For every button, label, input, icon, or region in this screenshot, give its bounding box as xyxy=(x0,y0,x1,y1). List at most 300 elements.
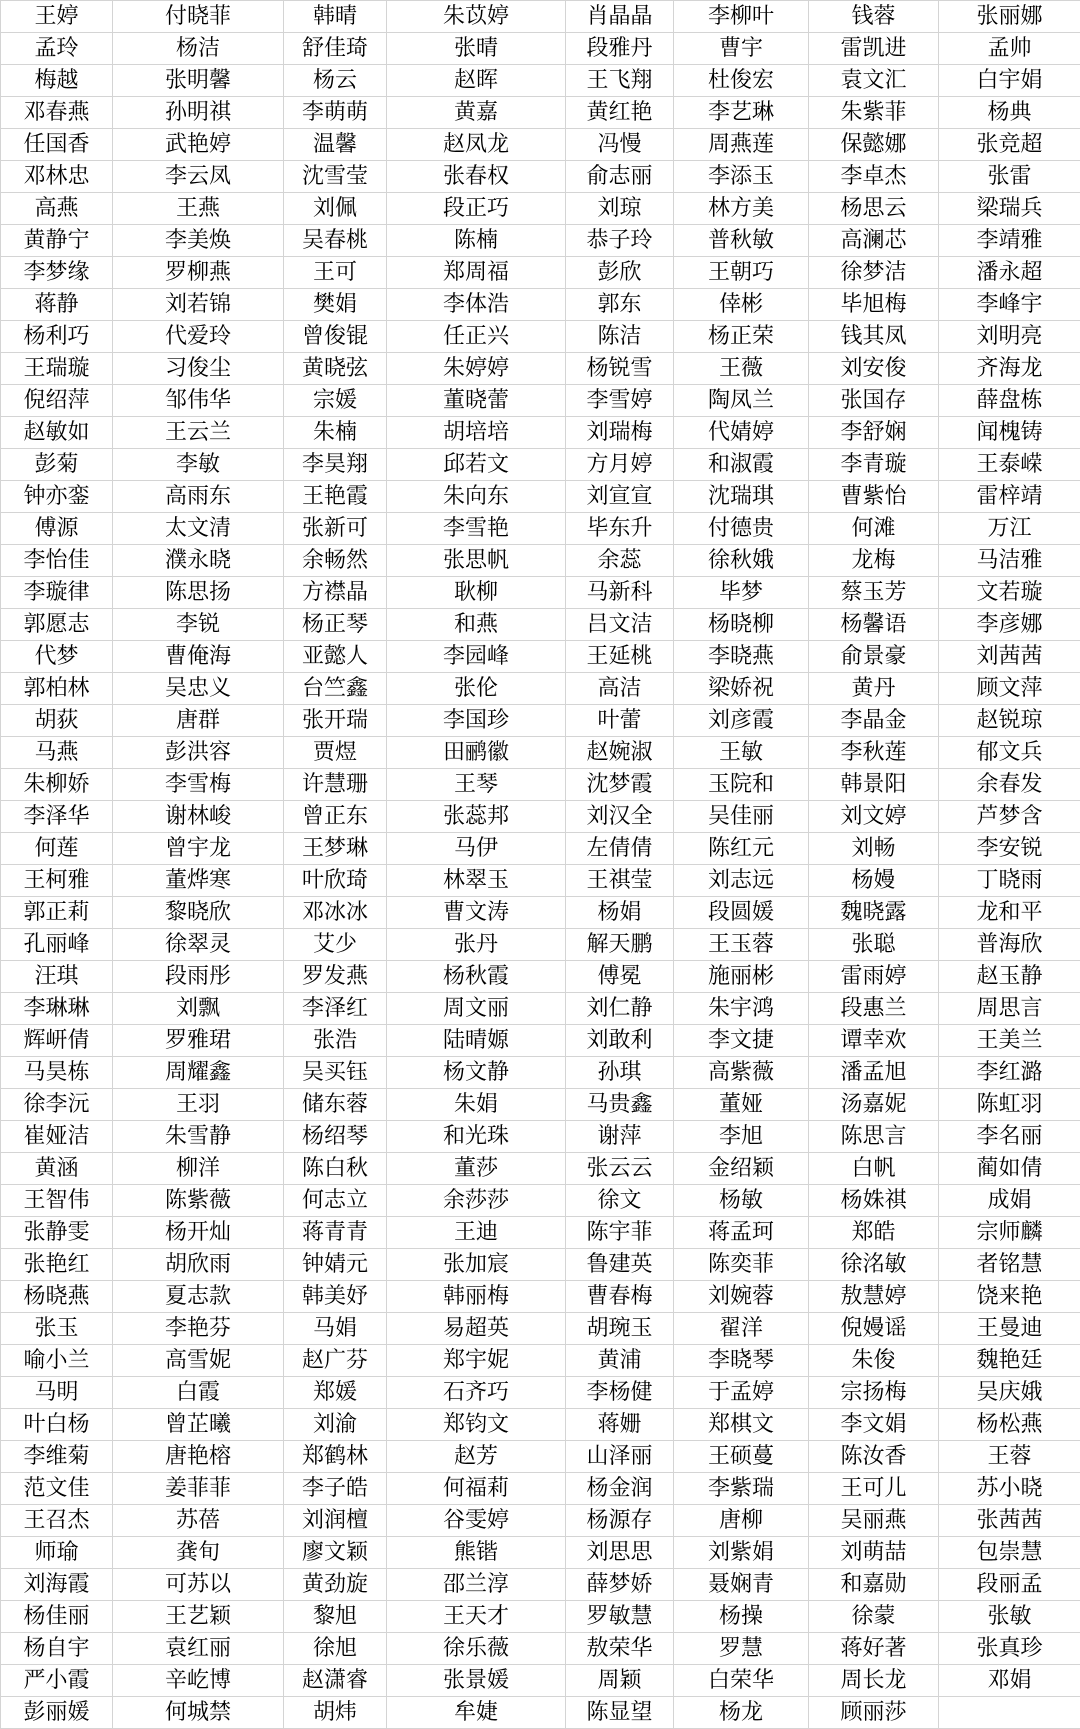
name-cell[interactable]: 和光珠 xyxy=(387,1121,566,1153)
name-cell[interactable]: 田鹂徽 xyxy=(387,737,566,769)
name-cell[interactable]: 潘永超 xyxy=(939,257,1080,289)
name-cell[interactable]: 何莲 xyxy=(1,833,113,865)
name-cell[interactable]: 梅越 xyxy=(1,65,113,97)
name-cell[interactable]: 李体浩 xyxy=(387,289,566,321)
name-cell[interactable]: 杨晓燕 xyxy=(1,1281,113,1313)
name-cell[interactable]: 刘瑞梅 xyxy=(566,417,674,449)
name-cell[interactable]: 王泰嵘 xyxy=(939,449,1080,481)
name-cell[interactable]: 芦梦含 xyxy=(939,801,1080,833)
name-cell[interactable]: 太文清 xyxy=(113,513,284,545)
name-cell[interactable]: 陈宇菲 xyxy=(566,1217,674,1249)
name-cell[interactable]: 沈梦霞 xyxy=(566,769,674,801)
name-cell[interactable]: 徐乐薇 xyxy=(387,1633,566,1665)
name-cell[interactable]: 张茜茜 xyxy=(939,1505,1080,1537)
name-cell[interactable]: 毕旭梅 xyxy=(809,289,939,321)
name-cell[interactable]: 张蕊邦 xyxy=(387,801,566,833)
name-cell[interactable]: 朱雪静 xyxy=(113,1121,284,1153)
name-cell[interactable]: 朱柳娇 xyxy=(1,769,113,801)
name-cell[interactable]: 刘渝 xyxy=(284,1409,387,1441)
name-cell[interactable]: 傅源 xyxy=(1,513,113,545)
name-cell[interactable]: 郭东 xyxy=(566,289,674,321)
name-cell[interactable]: 李园峰 xyxy=(387,641,566,673)
name-cell[interactable]: 李彦娜 xyxy=(939,609,1080,641)
name-cell[interactable]: 王召杰 xyxy=(1,1505,113,1537)
name-cell[interactable]: 邱若文 xyxy=(387,449,566,481)
name-cell[interactable]: 李紫瑞 xyxy=(674,1473,809,1505)
name-cell[interactable]: 李敏 xyxy=(113,449,284,481)
name-cell[interactable]: 魏晓露 xyxy=(809,897,939,929)
name-cell[interactable]: 高洁 xyxy=(566,673,674,705)
name-cell[interactable]: 陈思言 xyxy=(809,1121,939,1153)
name-cell[interactable]: 罗发燕 xyxy=(284,961,387,993)
name-cell[interactable]: 魏艳廷 xyxy=(939,1345,1080,1377)
name-cell[interactable]: 李名丽 xyxy=(939,1121,1080,1153)
name-cell[interactable]: 唐柳 xyxy=(674,1505,809,1537)
name-cell[interactable]: 易超英 xyxy=(387,1313,566,1345)
name-cell[interactable]: 段正巧 xyxy=(387,193,566,225)
name-cell[interactable]: 谭幸欢 xyxy=(809,1025,939,1057)
name-cell[interactable]: 杨洁 xyxy=(113,33,284,65)
name-cell[interactable]: 赵晖 xyxy=(387,65,566,97)
name-cell[interactable]: 王婷 xyxy=(1,1,113,33)
name-cell[interactable]: 于孟婷 xyxy=(674,1377,809,1409)
name-cell[interactable]: 李晓燕 xyxy=(674,641,809,673)
name-cell[interactable]: 储东蓉 xyxy=(284,1089,387,1121)
name-cell[interactable]: 龙梅 xyxy=(809,545,939,577)
name-cell[interactable]: 刘茜茜 xyxy=(939,641,1080,673)
name-cell[interactable]: 郑周福 xyxy=(387,257,566,289)
name-cell[interactable]: 朱俊 xyxy=(809,1345,939,1377)
name-cell[interactable]: 刘若锦 xyxy=(113,289,284,321)
name-cell[interactable]: 张聪 xyxy=(809,929,939,961)
name-cell[interactable]: 李峰宇 xyxy=(939,289,1080,321)
name-cell[interactable]: 董莎 xyxy=(387,1153,566,1185)
name-cell[interactable]: 陈显望 xyxy=(566,1697,674,1729)
name-cell[interactable]: 叶蕾 xyxy=(566,705,674,737)
name-cell[interactable]: 杨锐雪 xyxy=(566,353,674,385)
name-cell[interactable]: 倖彬 xyxy=(674,289,809,321)
name-cell[interactable]: 杨金润 xyxy=(566,1473,674,1505)
name-cell[interactable]: 汪琪 xyxy=(1,961,113,993)
name-cell[interactable]: 万江 xyxy=(939,513,1080,545)
name-cell[interactable]: 高雪妮 xyxy=(113,1345,284,1377)
name-cell[interactable]: 杨秋霞 xyxy=(387,961,566,993)
name-cell[interactable]: 冯慢 xyxy=(566,129,674,161)
name-cell[interactable]: 王硕蔓 xyxy=(674,1441,809,1473)
name-cell[interactable]: 赵凤龙 xyxy=(387,129,566,161)
name-cell[interactable]: 张敏 xyxy=(939,1601,1080,1633)
name-cell[interactable]: 闻槐铸 xyxy=(939,417,1080,449)
name-cell[interactable]: 师瑜 xyxy=(1,1537,113,1569)
name-cell[interactable]: 刘思思 xyxy=(566,1537,674,1569)
name-cell[interactable]: 敖荣华 xyxy=(566,1633,674,1665)
name-cell[interactable]: 郑皓 xyxy=(809,1217,939,1249)
name-cell[interactable]: 杨晓柳 xyxy=(674,609,809,641)
name-cell[interactable]: 段圆媛 xyxy=(674,897,809,929)
name-cell[interactable]: 雷雨婷 xyxy=(809,961,939,993)
name-cell[interactable]: 赵广芬 xyxy=(284,1345,387,1377)
name-cell[interactable]: 黄浦 xyxy=(566,1345,674,1377)
name-cell[interactable]: 吴庆娥 xyxy=(939,1377,1080,1409)
name-cell[interactable]: 雷凯进 xyxy=(809,33,939,65)
name-cell[interactable]: 陈楠 xyxy=(387,225,566,257)
name-cell[interactable]: 杨文静 xyxy=(387,1057,566,1089)
name-cell[interactable]: 胡炜 xyxy=(284,1697,387,1729)
name-cell[interactable]: 张丹 xyxy=(387,929,566,961)
name-cell[interactable]: 沈瑞琪 xyxy=(674,481,809,513)
name-cell[interactable]: 刘文婷 xyxy=(809,801,939,833)
name-cell[interactable]: 刘萌喆 xyxy=(809,1537,939,1569)
name-cell[interactable]: 周燕莲 xyxy=(674,129,809,161)
name-cell[interactable]: 杨思云 xyxy=(809,193,939,225)
name-cell[interactable]: 李晓琴 xyxy=(674,1345,809,1377)
name-cell[interactable]: 代婧婷 xyxy=(674,417,809,449)
name-cell[interactable]: 赵芳 xyxy=(387,1441,566,1473)
name-cell[interactable]: 龚旬 xyxy=(113,1537,284,1569)
name-cell[interactable]: 倪嫚谣 xyxy=(809,1313,939,1345)
name-cell[interactable]: 唐群 xyxy=(113,705,284,737)
name-cell[interactable]: 李雪艳 xyxy=(387,513,566,545)
name-cell[interactable]: 杨正琴 xyxy=(284,609,387,641)
name-cell[interactable]: 王薇 xyxy=(674,353,809,385)
name-cell[interactable]: 韩景阳 xyxy=(809,769,939,801)
name-cell[interactable]: 杨自宇 xyxy=(1,1633,113,1665)
name-cell[interactable]: 龙和平 xyxy=(939,897,1080,929)
name-cell[interactable]: 罗柳燕 xyxy=(113,257,284,289)
name-cell[interactable]: 张新可 xyxy=(284,513,387,545)
name-cell[interactable]: 吴春桃 xyxy=(284,225,387,257)
name-cell[interactable]: 和嘉勋 xyxy=(809,1569,939,1601)
name-cell[interactable]: 朱宇鸿 xyxy=(674,993,809,1025)
name-cell[interactable]: 刘婉蓉 xyxy=(674,1281,809,1313)
name-cell[interactable]: 刘琼 xyxy=(566,193,674,225)
name-cell[interactable]: 孙琪 xyxy=(566,1057,674,1089)
name-cell[interactable]: 刘志远 xyxy=(674,865,809,897)
name-cell[interactable]: 肖晶晶 xyxy=(566,1,674,33)
name-cell[interactable]: 董烨寒 xyxy=(113,865,284,897)
name-cell[interactable]: 李青璇 xyxy=(809,449,939,481)
name-cell[interactable]: 叶欣琦 xyxy=(284,865,387,897)
name-cell[interactable]: 马明 xyxy=(1,1377,113,1409)
name-cell[interactable]: 胡琬玉 xyxy=(566,1313,674,1345)
name-cell[interactable]: 杨馨语 xyxy=(809,609,939,641)
name-cell[interactable]: 俞志丽 xyxy=(566,161,674,193)
name-cell[interactable]: 刘海霞 xyxy=(1,1569,113,1601)
name-cell[interactable]: 徐翠灵 xyxy=(113,929,284,961)
name-cell[interactable]: 李艳芬 xyxy=(113,1313,284,1345)
name-cell[interactable]: 蔺如倩 xyxy=(939,1153,1080,1185)
name-cell[interactable]: 雷梓靖 xyxy=(939,481,1080,513)
name-cell[interactable]: 玉院和 xyxy=(674,769,809,801)
name-cell[interactable]: 谷雯婷 xyxy=(387,1505,566,1537)
name-cell[interactable]: 邓娟 xyxy=(939,1665,1080,1697)
name-cell[interactable]: 陈思扬 xyxy=(113,577,284,609)
name-cell[interactable]: 梁娇祝 xyxy=(674,673,809,705)
name-cell[interactable]: 习俊尘 xyxy=(113,353,284,385)
name-cell[interactable]: 张思帆 xyxy=(387,545,566,577)
name-cell[interactable]: 耿柳 xyxy=(387,577,566,609)
name-cell[interactable]: 顾文萍 xyxy=(939,673,1080,705)
name-cell[interactable]: 杨龙 xyxy=(674,1697,809,1729)
name-cell[interactable]: 张晴 xyxy=(387,33,566,65)
name-cell[interactable]: 樊娟 xyxy=(284,289,387,321)
name-cell[interactable]: 徐洺敏 xyxy=(809,1249,939,1281)
name-cell[interactable]: 徐蒙 xyxy=(809,1601,939,1633)
name-cell[interactable]: 周耀鑫 xyxy=(113,1057,284,1089)
name-cell[interactable]: 李文捷 xyxy=(674,1025,809,1057)
name-cell[interactable]: 马娟 xyxy=(284,1313,387,1345)
name-cell[interactable]: 赵婉淑 xyxy=(566,737,674,769)
name-cell[interactable]: 赵潇睿 xyxy=(284,1665,387,1697)
name-cell[interactable]: 李卓杰 xyxy=(809,161,939,193)
name-cell[interactable]: 朱婷婷 xyxy=(387,353,566,385)
name-cell[interactable]: 彭菊 xyxy=(1,449,113,481)
name-cell[interactable]: 丁晓雨 xyxy=(939,865,1080,897)
name-cell[interactable]: 邹伟华 xyxy=(113,385,284,417)
name-cell[interactable]: 普海欣 xyxy=(939,929,1080,961)
name-cell[interactable]: 蒋孟珂 xyxy=(674,1217,809,1249)
name-cell[interactable]: 曾俊锟 xyxy=(284,321,387,353)
name-cell[interactable]: 姜菲菲 xyxy=(113,1473,284,1505)
name-cell[interactable]: 徐旭 xyxy=(284,1633,387,1665)
name-cell[interactable]: 马洁雅 xyxy=(939,545,1080,577)
name-cell[interactable]: 李泽华 xyxy=(1,801,113,833)
name-cell[interactable]: 谢萍 xyxy=(566,1121,674,1153)
name-cell[interactable]: 杨松燕 xyxy=(939,1409,1080,1441)
name-cell[interactable]: 李安锐 xyxy=(939,833,1080,865)
name-cell[interactable]: 曹文涛 xyxy=(387,897,566,929)
name-cell[interactable]: 周文丽 xyxy=(387,993,566,1025)
name-cell[interactable]: 王迪 xyxy=(387,1217,566,1249)
name-cell[interactable]: 傅冕 xyxy=(566,961,674,993)
name-cell[interactable]: 钱蓉 xyxy=(809,1,939,33)
name-cell[interactable]: 黄丹 xyxy=(809,673,939,705)
name-cell[interactable]: 何志立 xyxy=(284,1185,387,1217)
name-cell[interactable]: 高紫薇 xyxy=(674,1057,809,1089)
name-cell[interactable]: 罗雅珺 xyxy=(113,1025,284,1057)
name-cell[interactable]: 何福莉 xyxy=(387,1473,566,1505)
name-cell[interactable]: 辛屹博 xyxy=(113,1665,284,1697)
name-cell[interactable]: 李雪梅 xyxy=(113,769,284,801)
name-cell[interactable]: 韩丽梅 xyxy=(387,1281,566,1313)
name-cell[interactable]: 韩晴 xyxy=(284,1,387,33)
name-cell[interactable]: 吕文洁 xyxy=(566,609,674,641)
name-cell[interactable]: 李怡佳 xyxy=(1,545,113,577)
name-cell[interactable]: 代爱玲 xyxy=(113,321,284,353)
name-cell[interactable]: 赵锐琼 xyxy=(939,705,1080,737)
name-cell[interactable]: 敖慧婷 xyxy=(809,1281,939,1313)
name-cell[interactable]: 柳洋 xyxy=(113,1153,284,1185)
name-cell[interactable]: 王瑞璇 xyxy=(1,353,113,385)
name-cell[interactable]: 薛盘栋 xyxy=(939,385,1080,417)
name-cell[interactable]: 齐海龙 xyxy=(939,353,1080,385)
name-cell[interactable]: 王羽 xyxy=(113,1089,284,1121)
name-cell[interactable]: 钟婧元 xyxy=(284,1249,387,1281)
name-cell[interactable]: 蔡玉芳 xyxy=(809,577,939,609)
name-cell[interactable]: 黎晓欣 xyxy=(113,897,284,929)
name-cell[interactable]: 白荣华 xyxy=(674,1665,809,1697)
name-cell[interactable]: 曹紫怡 xyxy=(809,481,939,513)
name-cell[interactable]: 张静雯 xyxy=(1,1217,113,1249)
name-cell[interactable]: 马燕 xyxy=(1,737,113,769)
name-cell[interactable]: 黄劲旋 xyxy=(284,1569,387,1601)
name-cell[interactable]: 毕东升 xyxy=(566,513,674,545)
name-cell[interactable]: 徐李沅 xyxy=(1,1089,113,1121)
name-cell[interactable]: 汤嘉妮 xyxy=(809,1089,939,1121)
name-cell[interactable]: 杨源存 xyxy=(566,1505,674,1537)
name-cell[interactable]: 杨开灿 xyxy=(113,1217,284,1249)
name-cell[interactable]: 刘安俊 xyxy=(809,353,939,385)
name-cell[interactable]: 吴忠义 xyxy=(113,673,284,705)
name-cell[interactable]: 李艺琳 xyxy=(674,97,809,129)
name-cell[interactable]: 杨利巧 xyxy=(1,321,113,353)
name-cell[interactable]: 台竺鑫 xyxy=(284,673,387,705)
name-cell[interactable]: 潘孟旭 xyxy=(809,1057,939,1089)
name-cell[interactable]: 杨典 xyxy=(939,97,1080,129)
name-cell[interactable]: 熊锴 xyxy=(387,1537,566,1569)
name-cell[interactable]: 刘润檀 xyxy=(284,1505,387,1537)
name-cell[interactable]: 赵玉静 xyxy=(939,961,1080,993)
name-cell[interactable]: 文若璇 xyxy=(939,577,1080,609)
name-cell[interactable]: 余畅然 xyxy=(284,545,387,577)
name-cell[interactable]: 郑宇妮 xyxy=(387,1345,566,1377)
name-cell[interactable]: 曾正东 xyxy=(284,801,387,833)
name-cell[interactable]: 李璇律 xyxy=(1,577,113,609)
name-cell[interactable]: 杜俊宏 xyxy=(674,65,809,97)
name-cell[interactable]: 张竞超 xyxy=(939,129,1080,161)
name-cell[interactable]: 彭欣 xyxy=(566,257,674,289)
name-cell[interactable]: 王祺莹 xyxy=(566,865,674,897)
name-cell[interactable]: 王飞翔 xyxy=(566,65,674,97)
name-cell[interactable]: 刘敢利 xyxy=(566,1025,674,1057)
name-cell[interactable]: 普秋敏 xyxy=(674,225,809,257)
name-cell[interactable]: 李萌萌 xyxy=(284,97,387,129)
name-cell[interactable]: 黄红艳 xyxy=(566,97,674,129)
name-cell[interactable]: 马新科 xyxy=(566,577,674,609)
name-cell[interactable]: 张玉 xyxy=(1,1313,113,1345)
name-cell[interactable]: 周长龙 xyxy=(809,1665,939,1697)
name-cell[interactable]: 高澜芯 xyxy=(809,225,939,257)
name-cell[interactable]: 何城禁 xyxy=(113,1697,284,1729)
name-cell[interactable]: 胡欣雨 xyxy=(113,1249,284,1281)
name-cell[interactable]: 成娟 xyxy=(939,1185,1080,1217)
name-cell[interactable]: 张雷 xyxy=(939,161,1080,193)
name-cell[interactable]: 王天才 xyxy=(387,1601,566,1633)
name-cell[interactable]: 濮永晓 xyxy=(113,545,284,577)
name-cell[interactable]: 武艳婷 xyxy=(113,129,284,161)
name-cell[interactable]: 袁红丽 xyxy=(113,1633,284,1665)
name-cell[interactable]: 亚懿人 xyxy=(284,641,387,673)
name-cell[interactable]: 蒋好著 xyxy=(809,1633,939,1665)
name-cell[interactable]: 和淑霞 xyxy=(674,449,809,481)
name-cell[interactable]: 舒佳琦 xyxy=(284,33,387,65)
name-cell[interactable]: 张开瑞 xyxy=(284,705,387,737)
name-cell[interactable]: 王智伟 xyxy=(1,1185,113,1217)
name-cell[interactable]: 徐梦洁 xyxy=(809,257,939,289)
name-cell[interactable]: 翟洋 xyxy=(674,1313,809,1345)
name-cell[interactable]: 刘紫娟 xyxy=(674,1537,809,1569)
name-cell[interactable]: 杨姝祺 xyxy=(809,1185,939,1217)
name-cell[interactable]: 周颖 xyxy=(566,1665,674,1697)
name-cell[interactable]: 张春权 xyxy=(387,161,566,193)
name-cell[interactable]: 吴买钰 xyxy=(284,1057,387,1089)
name-cell[interactable]: 吴丽燕 xyxy=(809,1505,939,1537)
name-cell[interactable]: 喻小兰 xyxy=(1,1345,113,1377)
name-cell[interactable]: 刘畅 xyxy=(809,833,939,865)
name-cell[interactable]: 张景媛 xyxy=(387,1665,566,1697)
name-cell[interactable]: 许慧珊 xyxy=(284,769,387,801)
name-cell[interactable]: 马伊 xyxy=(387,833,566,865)
name-cell[interactable]: 保懿娜 xyxy=(809,129,939,161)
name-cell[interactable]: 高雨东 xyxy=(113,481,284,513)
name-cell[interactable]: 李柳叶 xyxy=(674,1,809,33)
name-cell[interactable]: 陈洁 xyxy=(566,321,674,353)
name-cell[interactable]: 李红潞 xyxy=(939,1057,1080,1089)
name-cell[interactable]: 刘佩 xyxy=(284,193,387,225)
name-cell[interactable]: 山泽丽 xyxy=(566,1441,674,1473)
name-cell[interactable]: 朱向东 xyxy=(387,481,566,513)
name-cell[interactable]: 黄嘉 xyxy=(387,97,566,129)
name-cell[interactable]: 石齐巧 xyxy=(387,1377,566,1409)
name-cell[interactable]: 王燕 xyxy=(113,193,284,225)
name-cell[interactable]: 宗媛 xyxy=(284,385,387,417)
name-cell[interactable]: 孟帅 xyxy=(939,33,1080,65)
name-cell[interactable]: 李旭 xyxy=(674,1121,809,1153)
name-cell[interactable]: 李舒娴 xyxy=(809,417,939,449)
name-cell[interactable]: 朱紫菲 xyxy=(809,97,939,129)
name-cell[interactable]: 李美焕 xyxy=(113,225,284,257)
name-cell[interactable]: 顾丽莎 xyxy=(809,1697,939,1729)
name-cell[interactable]: 唐艳榕 xyxy=(113,1441,284,1473)
name-cell[interactable]: 陆晴嫄 xyxy=(387,1025,566,1057)
name-cell[interactable]: 赵敏如 xyxy=(1,417,113,449)
name-cell[interactable]: 杨佳丽 xyxy=(1,1601,113,1633)
name-cell[interactable]: 林方美 xyxy=(674,193,809,225)
name-cell[interactable]: 徐文 xyxy=(566,1185,674,1217)
name-cell[interactable]: 李梦缘 xyxy=(1,257,113,289)
name-cell[interactable]: 王艳霞 xyxy=(284,481,387,513)
name-cell[interactable]: 邓春燕 xyxy=(1,97,113,129)
name-cell[interactable]: 徐秋娥 xyxy=(674,545,809,577)
name-cell[interactable]: 付德贵 xyxy=(674,513,809,545)
name-cell[interactable]: 李云凤 xyxy=(113,161,284,193)
name-cell[interactable]: 朱娟 xyxy=(387,1089,566,1121)
name-cell[interactable]: 宗扬梅 xyxy=(809,1377,939,1409)
name-cell[interactable]: 张国存 xyxy=(809,385,939,417)
name-cell[interactable]: 白霞 xyxy=(113,1377,284,1409)
name-cell[interactable]: 黄静宁 xyxy=(1,225,113,257)
name-cell[interactable]: 林翠玉 xyxy=(387,865,566,897)
name-cell[interactable]: 高燕 xyxy=(1,193,113,225)
name-cell[interactable]: 刘仁静 xyxy=(566,993,674,1025)
name-cell[interactable]: 李添玉 xyxy=(674,161,809,193)
name-cell[interactable]: 和燕 xyxy=(387,609,566,641)
name-cell[interactable]: 白帆 xyxy=(809,1153,939,1185)
name-cell[interactable]: 谢林峻 xyxy=(113,801,284,833)
name-cell[interactable]: 张真珍 xyxy=(939,1633,1080,1665)
name-cell[interactable]: 沈雪莹 xyxy=(284,161,387,193)
name-cell[interactable]: 刘宣宣 xyxy=(566,481,674,513)
name-cell[interactable]: 吴佳丽 xyxy=(674,801,809,833)
name-cell[interactable]: 王朝巧 xyxy=(674,257,809,289)
name-cell[interactable]: 郁文兵 xyxy=(939,737,1080,769)
name-cell[interactable]: 周思言 xyxy=(939,993,1080,1025)
name-cell[interactable]: 王玉蓉 xyxy=(674,929,809,961)
name-cell[interactable]: 蒋姗 xyxy=(566,1409,674,1441)
name-cell[interactable]: 余春发 xyxy=(939,769,1080,801)
name-cell[interactable]: 杨娟 xyxy=(566,897,674,929)
name-cell[interactable]: 杨正荣 xyxy=(674,321,809,353)
